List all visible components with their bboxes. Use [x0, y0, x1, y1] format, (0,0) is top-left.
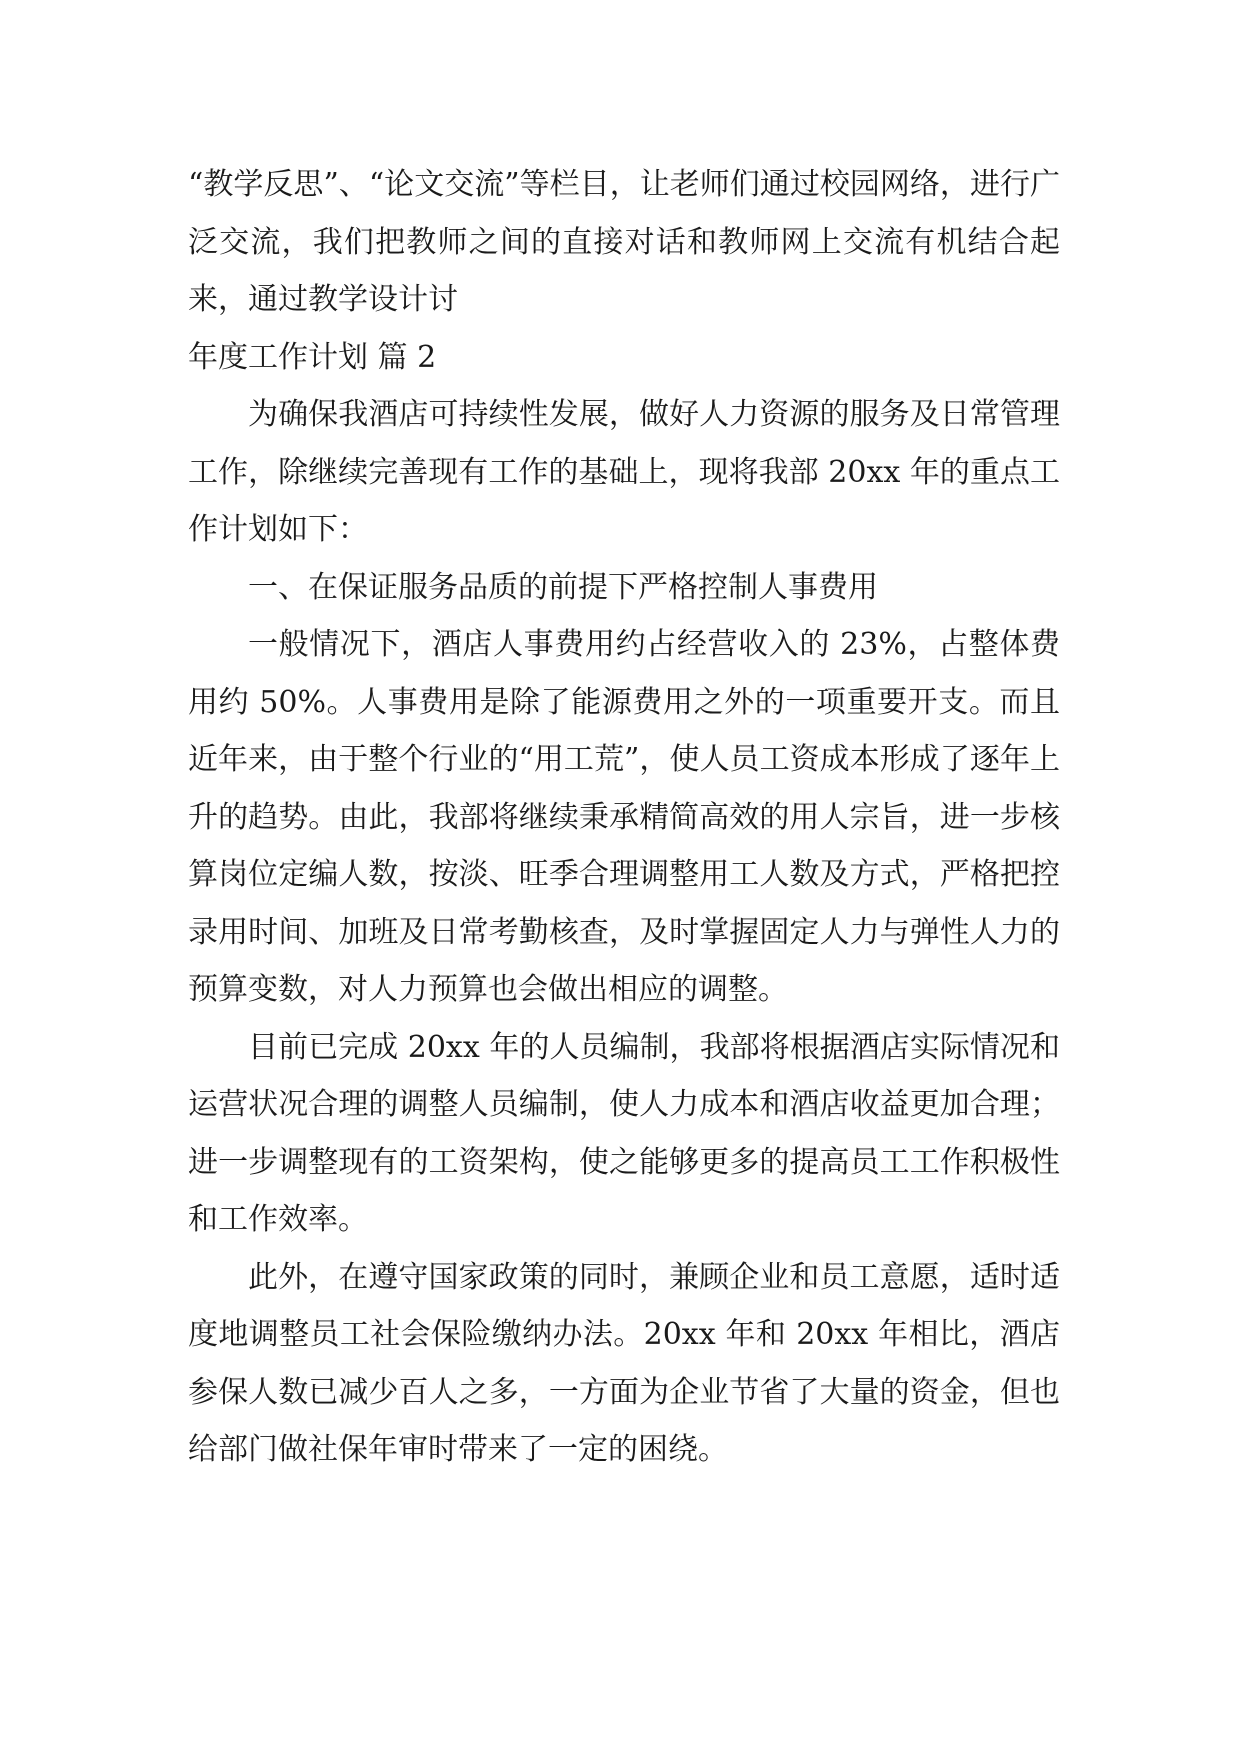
paragraph-personnel-costs: 一般情况下，酒店人事费用约占经营收入的 23%，占整体费用约 50%。人事费用是除了能源费用之外的一项重要开支。而且近年来，由于整个行业的“用工荒”，使人员工资成本形成了逐年上升的趋势。由此，我部将继续秉承精简高效的用人宗旨，进一步核算岗位定编人数，按淡、旺季合理调整用工人数及方式，严格把控录用时间、加班及日常考勤核查，及时掌握固定人力与弹性人力的预算变数，对人力预算也会做出相应的调整。	[188, 627, 1060, 1007]
paragraph-subheading: 一、在保证服务品质的前提下严格控制人事费用	[248, 569, 878, 605]
paragraph-staffing: 目前已完成 20xx 年的人员编制，我部将根据酒店实际情况和运营状况合理的调整人员编制，使人力成本和酒店收益更加合理；进一步调整现有的工资架构，使之能够更多的提高员工工作积极性和工作效率。	[188, 1029, 1060, 1237]
paragraph-social-insurance: 此外，在遵守国家政策的同时，兼顾企业和员工意愿，适时适度地调整员工社会保险缴纳办法。20xx 年和 20xx 年相比，酒店参保人数已减少百人之多，一方面为企业节省了大量的资金，但也给部门做社保年审时带来了一定的困绕。	[188, 1259, 1060, 1467]
paragraph-continuation: “教学反思”、“论文交流”等栏目，让老师们通过校园网络，进行广泛交流，我们把教师之间的直接对话和教师网上交流有机结合起来，通过教学设计讨	[188, 167, 1060, 317]
section-heading: 年度工作计划 篇 2	[188, 339, 437, 375]
document-body	[188, 156, 1060, 1479]
paragraph-intro: 为确保我酒店可持续性发展，做好人力资源的服务及日常管理工作，除继续完善现有工作的基础上，现将我部 20xx 年的重点工作计划如下：	[188, 397, 1060, 547]
